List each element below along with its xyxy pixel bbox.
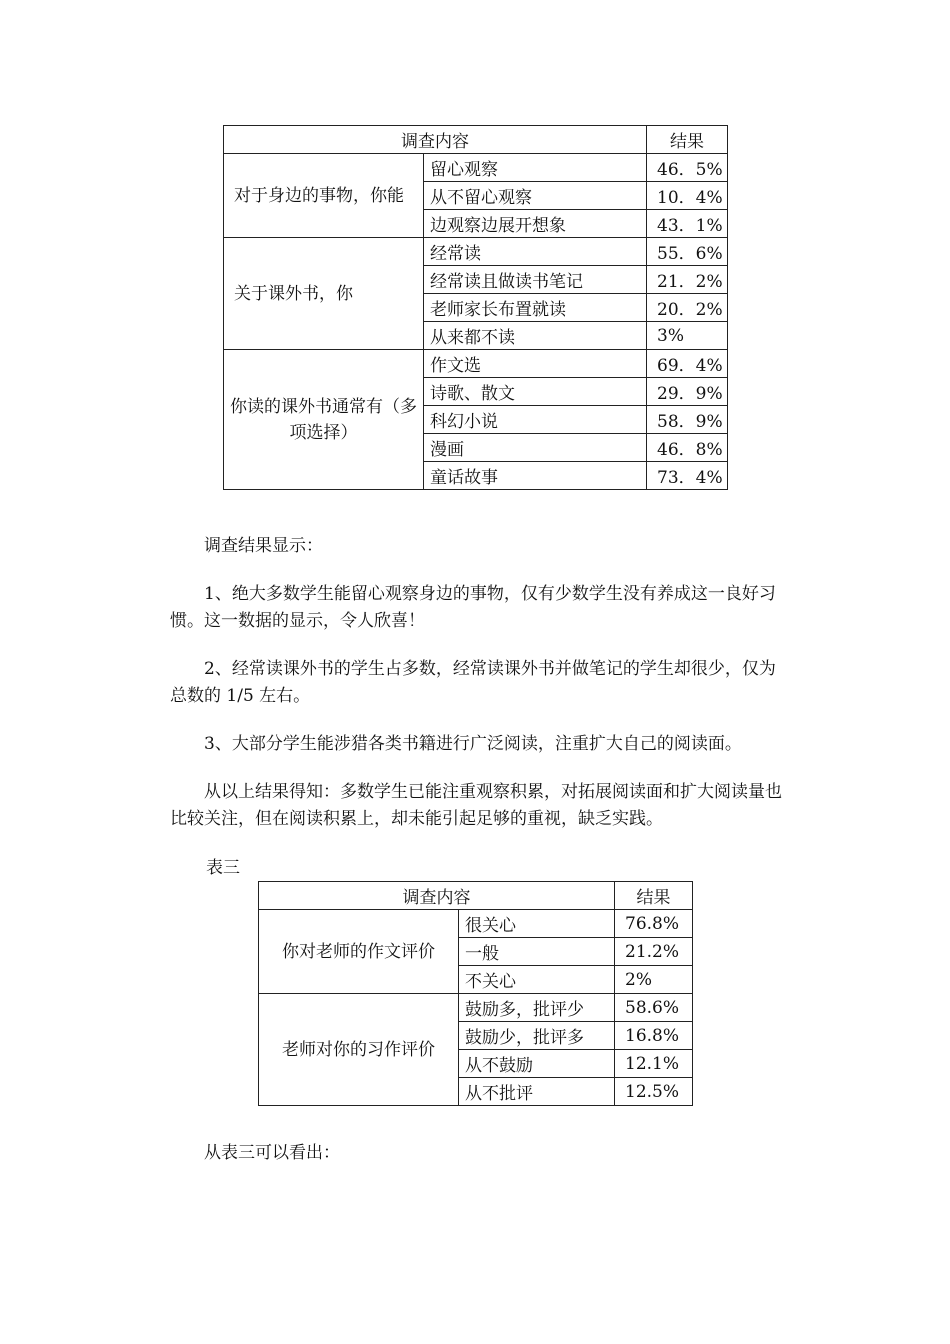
- result-cell: 46．8%: [647, 434, 728, 462]
- result-point-2: 2、经常读课外书的学生占多数，经常读课外书并做笔记的学生却很少，仅为总数的 1/5 左右。: [170, 659, 776, 706]
- option-cell: 从不批评: [459, 1078, 615, 1106]
- result-cell: 21．2%: [647, 266, 728, 294]
- result-cell: 21.2%: [615, 938, 693, 966]
- header-result: 结果: [647, 126, 728, 154]
- table-header-row: [224, 126, 728, 154]
- result-cell: 10．4%: [647, 182, 728, 210]
- result-cell: 76.8%: [615, 910, 693, 938]
- option-cell: 作文选: [424, 350, 647, 378]
- option-cell: 很关心: [459, 910, 615, 938]
- result-point-3: 3、大部分学生能涉猎各类书籍进行广泛阅读，注重扩大自己的阅读面。: [204, 734, 742, 754]
- result-cell: 73．4%: [647, 462, 728, 490]
- category-cell: 关于课外书，你: [224, 238, 424, 350]
- option-cell: 从不鼓励: [459, 1050, 615, 1078]
- table-row: [224, 350, 728, 378]
- option-cell: 老师家长布置就读: [424, 294, 647, 322]
- option-cell: 鼓励少，批评多: [459, 1022, 615, 1050]
- conclusion-paragraph: 从以上结果得知：多数学生已能注重观察积累，对拓展阅读面和扩大阅读量也比较关注，但在阅读积累上，却未能引起足够的重视，缺乏实践。: [170, 782, 782, 829]
- option-cell: 鼓励多，批评少: [459, 994, 615, 1022]
- result-cell: 55．6%: [647, 238, 728, 266]
- result-cell: 12.5%: [615, 1078, 693, 1106]
- header-content: 调查内容: [259, 882, 615, 910]
- category-cell: 你对老师的作文评价: [259, 910, 459, 994]
- category-cell: 你读的课外书通常有（多项选择）: [224, 350, 424, 490]
- result-cell: 58.6%: [615, 994, 693, 1022]
- result-point-1: 1、绝大多数学生能留心观察身边的事物，仅有少数学生没有养成这一良好习惯。这一数据的显示，令人欣喜！: [170, 584, 776, 631]
- option-cell: 一般: [459, 938, 615, 966]
- option-cell: 漫画: [424, 434, 647, 462]
- survey-table-evaluation: [258, 881, 693, 1106]
- option-cell: 从不留心观察: [424, 182, 647, 210]
- result-cell: 46．5%: [647, 154, 728, 182]
- option-cell: 留心观察: [424, 154, 647, 182]
- option-cell: 科幻小说: [424, 406, 647, 434]
- option-cell: 边观察边展开想象: [424, 210, 647, 238]
- result-cell: 69．4%: [647, 350, 728, 378]
- result-cell: 58．9%: [647, 406, 728, 434]
- table-row: [259, 994, 693, 1022]
- header-content: 调查内容: [224, 126, 647, 154]
- result-cell: 3%: [647, 322, 728, 350]
- result-cell: 20．2%: [647, 294, 728, 322]
- result-cell: 16.8%: [615, 1022, 693, 1050]
- results-heading: 调查结果显示：: [204, 536, 323, 556]
- result-cell: 12.1%: [615, 1050, 693, 1078]
- option-cell: 从来都不读: [424, 322, 647, 350]
- option-cell: 诗歌、散文: [424, 378, 647, 406]
- category-cell: 老师对你的习作评价: [259, 994, 459, 1106]
- table-row: [259, 910, 693, 938]
- result-cell: 29．9%: [647, 378, 728, 406]
- table3-lead: 从表三可以看出：: [204, 1143, 340, 1163]
- table-header-row: [259, 882, 693, 910]
- option-cell: 童话故事: [424, 462, 647, 490]
- header-result: 结果: [615, 882, 693, 910]
- table3-label: 表三: [206, 858, 240, 878]
- option-cell: 不关心: [459, 966, 615, 994]
- category-cell: 对于身边的事物，你能: [224, 154, 424, 238]
- option-cell: 经常读且做读书笔记: [424, 266, 647, 294]
- table-row: [224, 238, 728, 266]
- option-cell: 经常读: [424, 238, 647, 266]
- table-row: [224, 154, 728, 182]
- survey-table-reading: [223, 125, 728, 490]
- result-cell: 2%: [615, 966, 693, 994]
- result-cell: 43．1%: [647, 210, 728, 238]
